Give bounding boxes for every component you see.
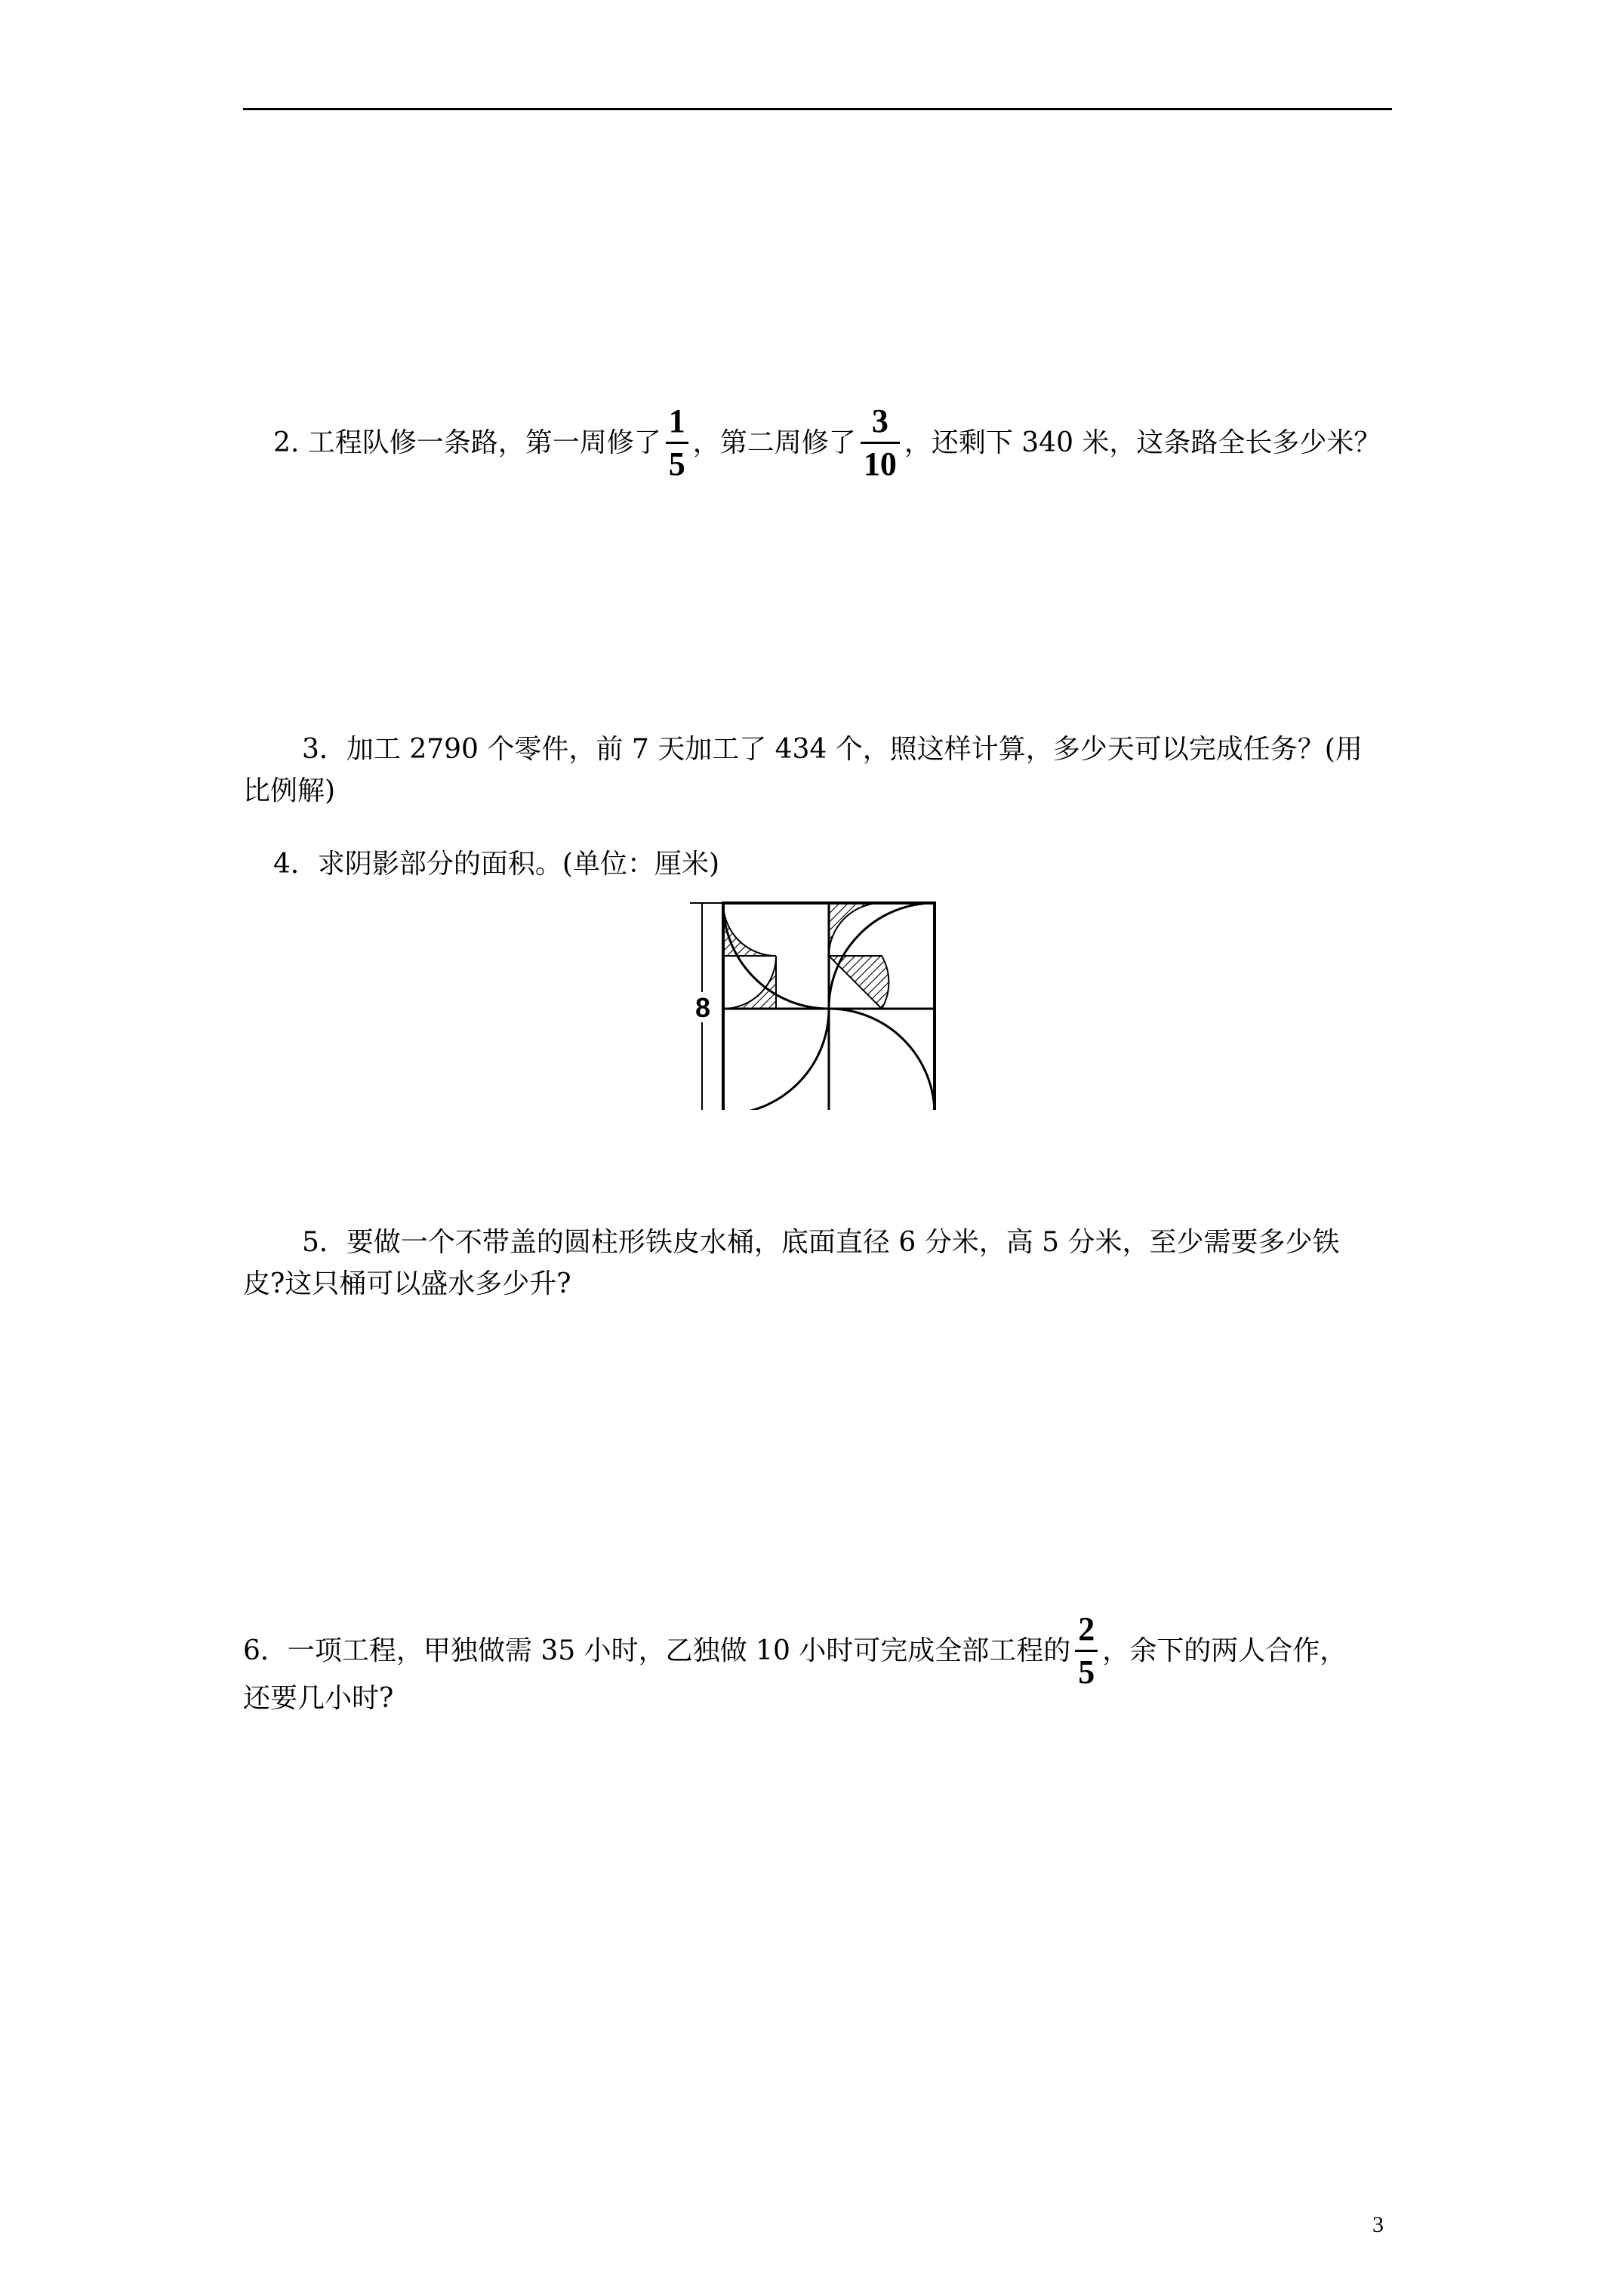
fraction-numerator: 3 — [871, 402, 888, 439]
shaded-region-top-left — [723, 903, 776, 956]
problem-6-line-2: 还要几小时? — [243, 1683, 394, 1714]
fraction-bar — [666, 442, 688, 444]
problem-3-line-2: 比例解) — [243, 775, 336, 806]
shaded-region-bottom-left — [723, 956, 776, 1009]
arc-bottom-left — [723, 1009, 829, 1110]
problem-6-fraction — [1075, 1612, 1098, 1690]
problem-2-fraction-1 — [666, 404, 688, 482]
header-rule — [243, 108, 1392, 110]
dimension-label: 8 — [694, 992, 711, 1023]
fraction-denominator: 5 — [668, 445, 685, 483]
problem-6 — [243, 1612, 1347, 1690]
problem-2-text-b: ，第二周修了 — [692, 427, 856, 458]
problem-2 — [273, 404, 1381, 482]
fraction-numerator: 1 — [668, 402, 685, 439]
fraction-bar — [1075, 1650, 1098, 1652]
problem-4-text: 4．求阴影部分的面积。(单位：厘米) — [273, 849, 719, 880]
shaded-region-top-right — [829, 903, 882, 956]
problem-2-text-c: ，还剩下 340 米，这条路全长多少米？ — [904, 427, 1381, 458]
page-number: 3 — [1372, 2212, 1384, 2237]
fraction-denominator: 10 — [863, 445, 897, 483]
problem-5-line-2: 皮?这只桶可以盛水多少升? — [243, 1268, 571, 1299]
problem-5-line-1: 5．要做一个不带盖的圆柱形铁皮水桶，底面直径 6 分米，高 5 分米，至少需要多少铁 — [302, 1227, 1340, 1258]
arc-bottom-right — [829, 1009, 935, 1110]
problem-6-text-b: ，余下的两人合作， — [1102, 1635, 1347, 1666]
fraction-numerator: 2 — [1078, 1610, 1095, 1647]
problem-2-text-a: 2. 工程队修一条路，第一周修了 — [273, 427, 661, 458]
fraction-denominator: 5 — [1078, 1653, 1095, 1691]
problem-2-fraction-2 — [861, 404, 900, 482]
problem-3-line-1: 3．加工 2790 个零件，前 7 天加工了 434 个，照这样计算，多少天可以完成任务？(用 — [302, 734, 1363, 765]
fraction-bar — [861, 442, 900, 444]
problem-6-text-a: 6．一项工程，甲独做需 35 小时，乙独做 10 小时可完成全部工程的 — [243, 1635, 1071, 1666]
shaded-area-figure — [679, 883, 951, 1113]
